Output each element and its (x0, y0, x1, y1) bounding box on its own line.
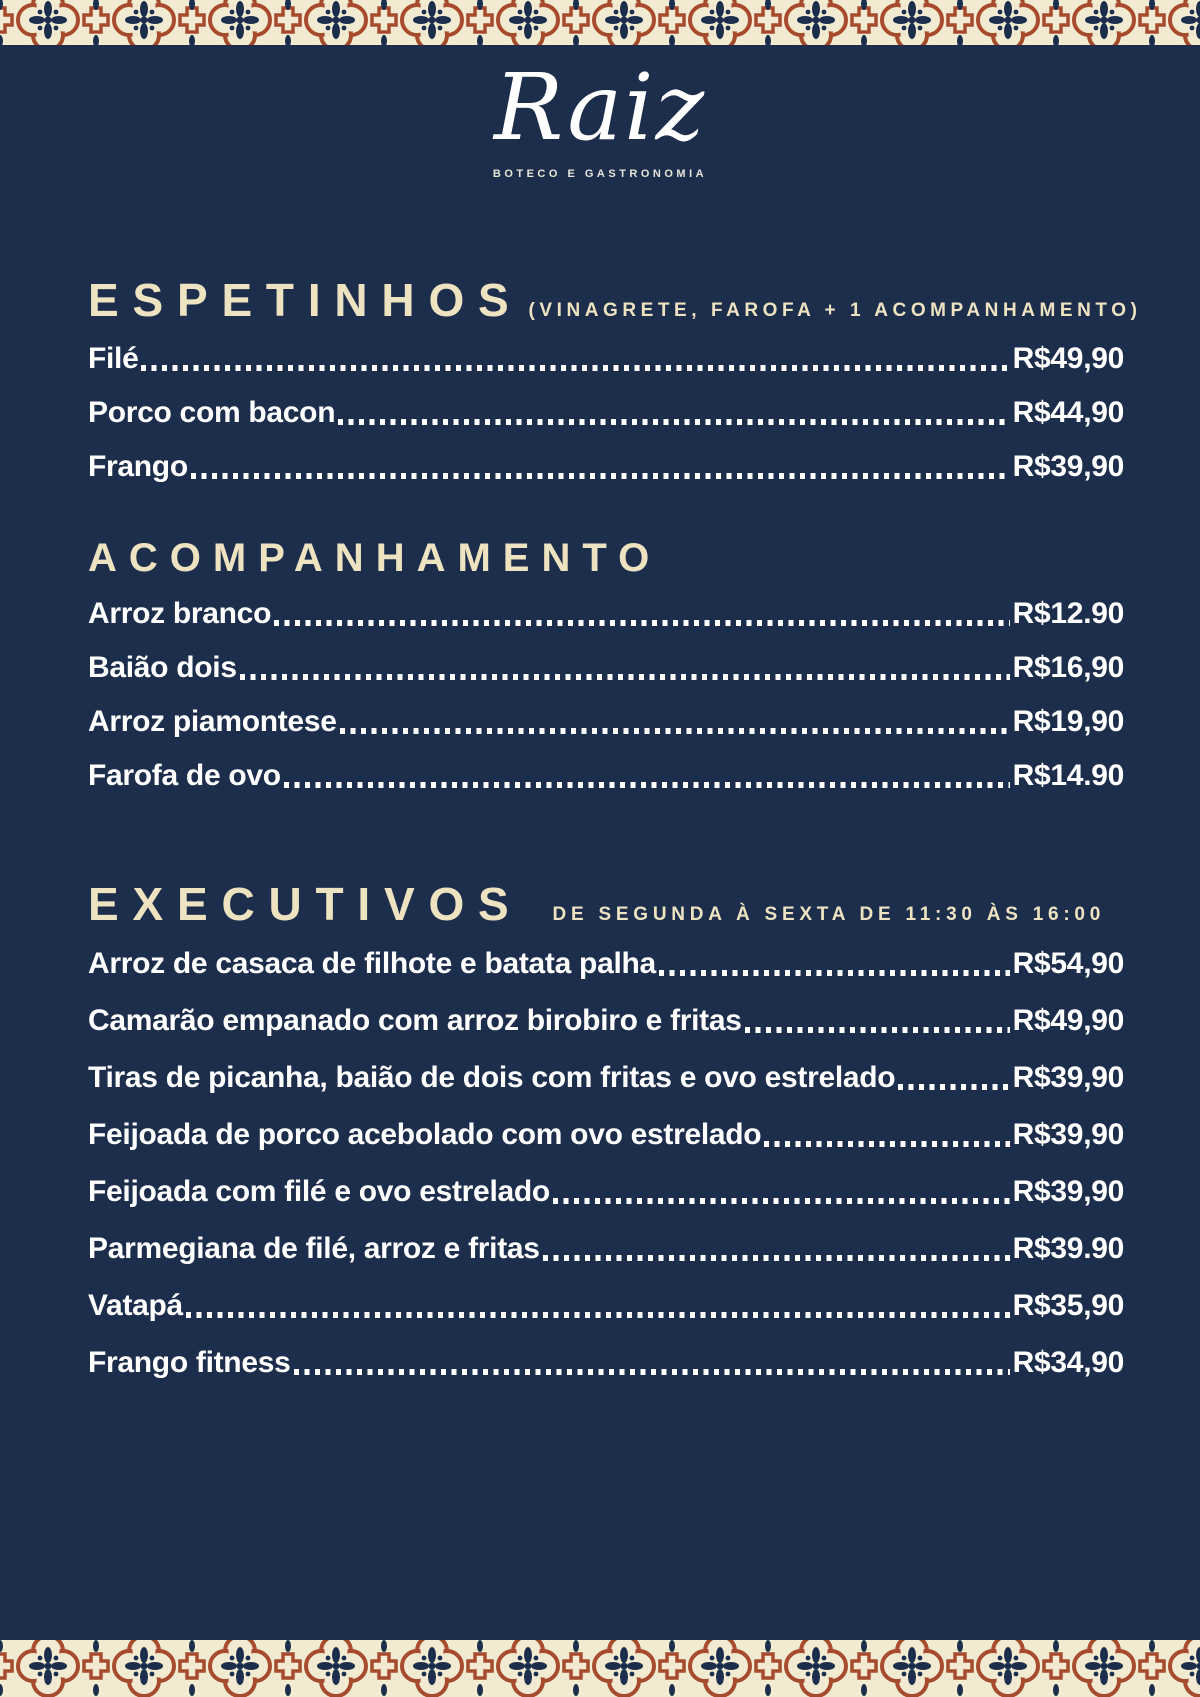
section-title: EXECUTIVOS (88, 878, 523, 931)
item-price: R$39,90 (1012, 1117, 1124, 1151)
item-name: Tiras de picanha, baião de dois com fritas e ovo estrelado (88, 1060, 896, 1094)
item-price: R$49,90 (1012, 342, 1124, 376)
dot-leader (340, 728, 1010, 734)
section-note: (VINAGRETE, FAROFA + 1 ACOMPANHAMENTO) (528, 300, 1142, 321)
item-name: Porco com bacon (88, 396, 336, 430)
item-name: Camarão empanado com arroz birobiro e fritas (88, 1003, 742, 1037)
item-price: R$16,90 (1012, 651, 1124, 685)
menu-item (88, 597, 1124, 630)
item-price: R$39,90 (1012, 450, 1124, 484)
menu-item (88, 1061, 1124, 1094)
menu-section-executivos (88, 880, 1124, 1378)
dot-leader (898, 1084, 1009, 1090)
menu-item (88, 1346, 1124, 1379)
dot-leader (240, 674, 1010, 680)
dot-leader (274, 620, 1010, 626)
section-header (88, 537, 1124, 579)
dot-leader (659, 970, 1010, 976)
dot-leader (764, 1141, 1009, 1147)
item-price: R$14.90 (1012, 759, 1124, 793)
dot-leader (191, 473, 1010, 479)
item-name: Filé (88, 342, 139, 376)
item-name: Baião dois (88, 651, 237, 685)
tile-border-bottom (0, 1640, 1200, 1697)
item-name: Feijoada de porco acebolado com ovo estrelado (88, 1117, 762, 1151)
dot-leader (338, 419, 1009, 425)
item-name: Frango fitness (88, 1345, 291, 1379)
section-note: DE SEGUNDA À SEXTA DE 11:30 ÀS 16:00 (552, 904, 1106, 926)
item-price: R$19,90 (1012, 705, 1124, 739)
section-title: ESPETINHOS (88, 274, 523, 326)
menu-item (88, 705, 1124, 738)
dot-leader (543, 1255, 1010, 1261)
menu-item (88, 1004, 1124, 1037)
item-name: Arroz branco (88, 597, 272, 631)
menu-item (88, 450, 1124, 483)
menu-item (88, 759, 1124, 792)
item-price: R$12.90 (1012, 597, 1124, 631)
menu-item (88, 1232, 1124, 1265)
item-name: Farofa de ovo (88, 759, 281, 793)
menu-section-acompanhamento (88, 537, 1124, 792)
item-name: Arroz de casaca de filhote e batata palha (88, 946, 656, 980)
section-header (88, 878, 1124, 931)
menu-item (88, 651, 1124, 684)
item-name: Parmegiana de filé, arroz e fritas (88, 1231, 540, 1265)
menu-sections (0, 276, 1200, 1379)
item-price: R$34,90 (1012, 1345, 1124, 1379)
item-price: R$39.90 (1012, 1231, 1124, 1265)
menu-item (88, 947, 1124, 980)
item-price: R$39,90 (1012, 1174, 1124, 1208)
menu-item (88, 1118, 1124, 1151)
dot-leader (186, 1312, 1010, 1318)
item-price: R$39,90 (1012, 1060, 1124, 1094)
item-name: Feijoada com filé e ovo estrelado (88, 1174, 550, 1208)
item-price: R$49,90 (1012, 1003, 1124, 1037)
menu-section-espetinhos (88, 274, 1142, 484)
restaurant-logo: Raiz (493, 54, 707, 161)
menu-item (88, 1289, 1124, 1322)
menu-item (88, 342, 1124, 375)
dot-leader (294, 1369, 1010, 1375)
item-name: Frango (88, 450, 188, 484)
menu-item (88, 1175, 1124, 1208)
item-price: R$54,90 (1012, 946, 1124, 980)
dot-leader (141, 365, 1009, 371)
dot-leader (745, 1027, 1010, 1033)
item-name: Vatapá (88, 1288, 183, 1322)
tile-border-top (0, 0, 1200, 45)
item-price: R$35,90 (1012, 1288, 1124, 1322)
section-title: ACOMPANHAMENTO (88, 536, 662, 581)
item-name: Arroz piamontese (88, 705, 337, 739)
menu-item (88, 396, 1124, 429)
dot-leader (284, 782, 1010, 788)
item-price: R$44,90 (1012, 396, 1124, 430)
restaurant-tagline: BOTECO E GASTRONOMIA (492, 168, 708, 180)
dot-leader (553, 1198, 1010, 1204)
section-header (88, 274, 1142, 326)
